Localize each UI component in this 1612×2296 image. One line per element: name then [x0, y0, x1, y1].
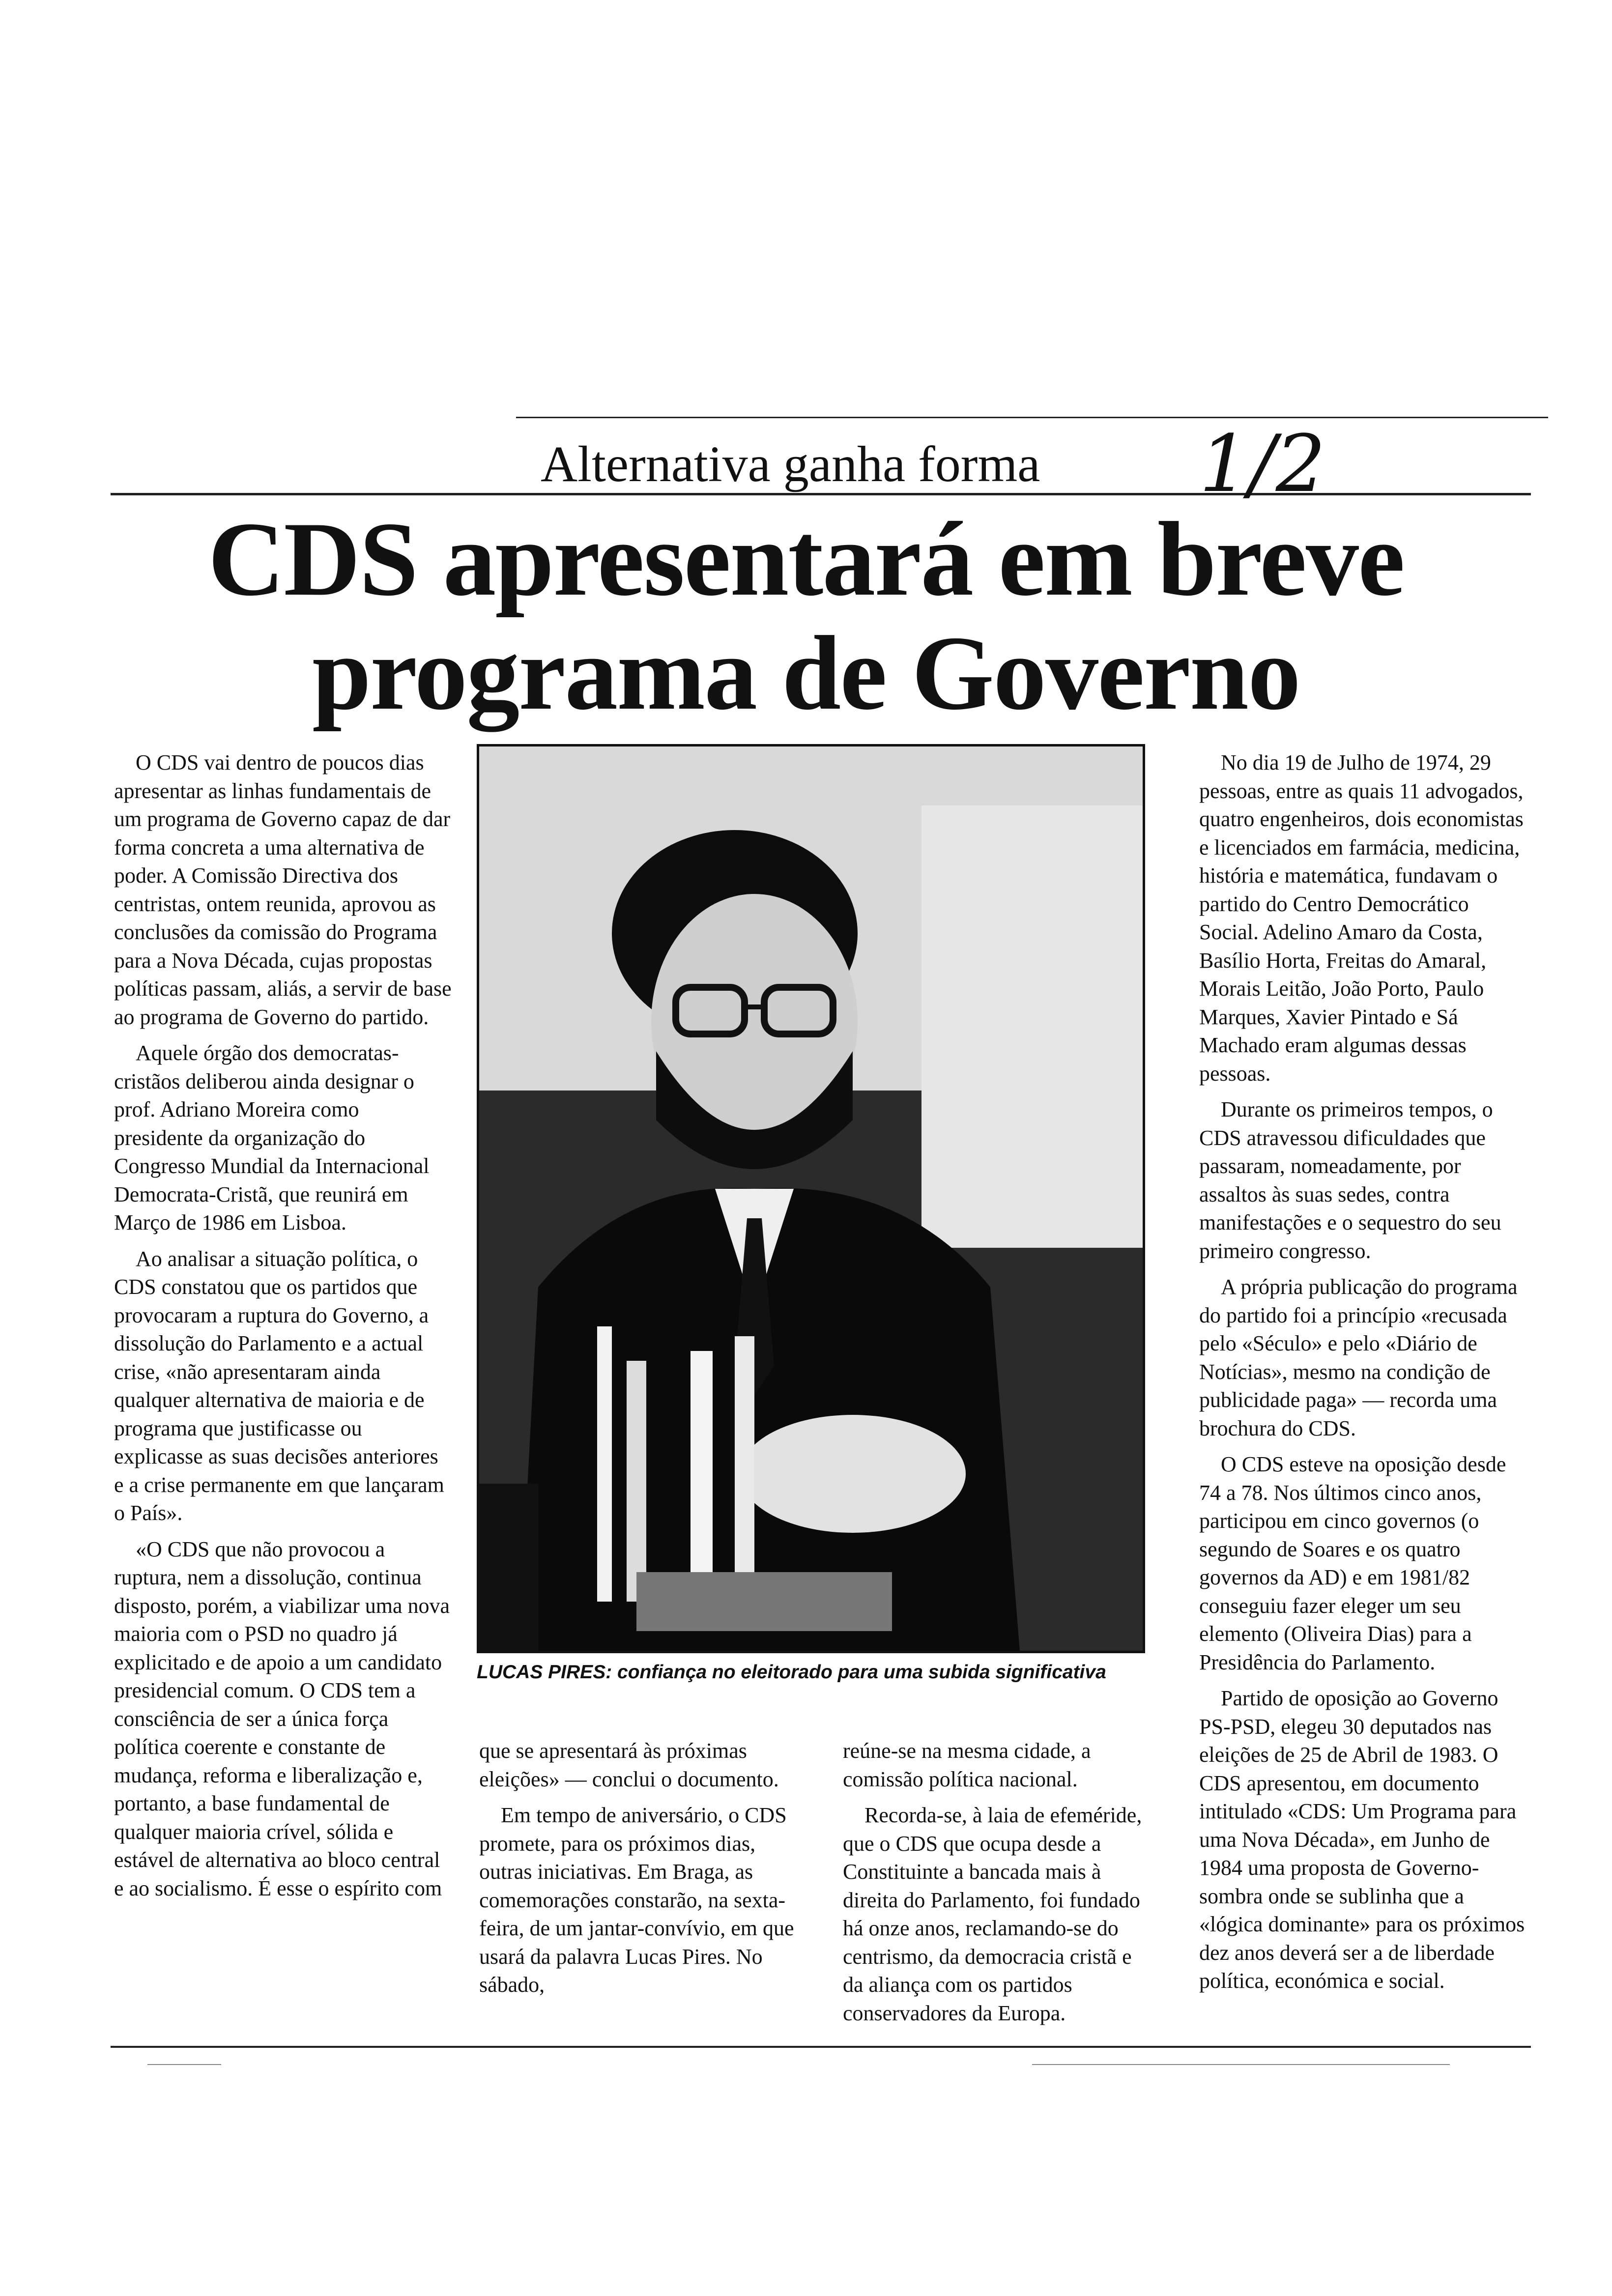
- kicker: Alternativa ganha forma: [541, 436, 1040, 492]
- column2-paragraph: que se apresentará às próximas eleições» — conclui o documento.: [479, 1739, 779, 1791]
- column4-paragraph: Durante os primeiros tempos, o CDS atravessou dificuldades que passaram, nomeadamente, por assaltos às suas sedes, contra manifestações e o sequestro do seu primeiro congresso.: [1199, 1097, 1501, 1263]
- article-column-3: [843, 1737, 1157, 2035]
- portrait-photo: [477, 744, 1145, 1653]
- handwritten-page-mark: 1/2: [1199, 418, 1326, 510]
- article-column-2: [479, 1737, 804, 2007]
- column3-paragraph: Recorda-se, à laia de efeméride, que o CDS que ocupa desde a Constituinte a bancada mais à direita do Parlamento, foi fundado há onze anos, reclamando-se do centrismo, da democracia cristã e da aliança com os partidos conservadores da Europa.: [843, 1803, 1142, 2025]
- column1-paragraph: O CDS vai dentro de poucos dias apresentar as linhas fundamentais de um programa de Governo capaz de dar forma concreta a uma alternativa de poder. A Comissão Directiva dos centristas, ontem reunida, aprovou as conclusões da comissão do Programa para a Nova Década, cujas propostas políticas passam, aliás, a servir de base ao programa de Governo do partido.: [114, 750, 452, 1029]
- column1-paragraph: Aquele órgão dos democratas-cristãos deliberou ainda designar o prof. Adriano Moreira como presidente da organização do Congresso Mundial da Internacional Democrata-Cristã, que reunirá em Março de 1986 em Lisboa.: [114, 1041, 430, 1234]
- article-column-4: [1199, 748, 1528, 2003]
- column4-paragraph: A própria publicação do programa do partido foi a princípio «recusada pelo «Século» e pelo «Diário de Notícias», mesmo na condição de publicidade paga» — recorda uma brochura do CDS.: [1199, 1275, 1518, 1440]
- column3-paragraph: reúne-se na mesma cidade, a comissão política nacional.: [843, 1739, 1091, 1791]
- bottom-rule: [111, 2046, 1531, 2048]
- column4-paragraph: O CDS esteve na oposição desde 74 a 78. Nos últimos cinco anos, participou em cinco governos (o segundo de Soares e os quatro governos da AD) e em 1981/82 conseguiu fazer eleger um seu elemento (Oliveira Dias) para a Presidência do Parlamento.: [1199, 1452, 1506, 1674]
- footer-rule-right: [1032, 2064, 1450, 2065]
- photo-caption: LUCAS PIRES: confiança no eleitorado para uma subida significativa: [477, 1662, 1106, 1683]
- article-column-1: [114, 748, 452, 1910]
- top-rule-right: [516, 417, 1548, 418]
- headline-line-2: programa de Governo: [312, 614, 1300, 732]
- column1-paragraph: «O CDS que não provocou a ruptura, nem a dissolução, continua disposto, porém, a viabilizar uma nova maioria com o PSD no quadro já explicitado e de apoio a um candidato presidencial comum. O CDS tem a consciência de ser a única força política coerente e constante de mudança, reforma e liberalização e, portanto, a base fundamental de qualquer maioria crível, sólida e estável de alternativa ao bloco central e ao socialismo. É esse o espírito com: [114, 1537, 450, 1900]
- column2-paragraph: Em tempo de aniversário, o CDS promete, para os próximos dias, outras iniciativas. Em Braga, as comemorações constarão, na sexta-feira, de um jantar-convívio, em que usará da palavra Lucas Pires. No sábado,: [479, 1803, 794, 1997]
- column1-paragraph: Ao analisar a situação política, o CDS constatou que os partidos que provocaram a ruptura do Governo, a dissolução do Parlamento e a actual crise, «não apresentaram ainda qualquer alternativa de maioria e de programa que justificasse ou explicasse as suas decisões anteriores e a crise permanente em que lançaram o País».: [114, 1246, 444, 1525]
- portrait-illustration: [479, 746, 1143, 1651]
- column4-paragraph: No dia 19 de Julho de 1974, 29 pessoas, entre as quais 11 advogados, quatro engenheiros, dois economistas e licenciados em farmácia, medicina, história e matemática, fundavam o partido do Centro Democrático Social. Adelino Amaro da Costa, Basílio Horta, Freitas do Amaral, Morais Leitão, João Porto, Paulo Marques, Xavier Pintado e Sá Machado eram algumas dessas pessoas.: [1199, 750, 1524, 1086]
- column4-paragraph: Partido de oposição ao Governo PS-PSD, elegeu 30 deputados nas eleições de 25 de Abril de 1983. O CDS apresentou, em documento intitulado «CDS: Um Programa para uma Nova Década», em Junho de 1984 uma proposta de Governo-sombra onde se sublinha que a «lógica dominante» para os próximos dez anos deverá ser a de liberdade política, económica e social.: [1199, 1686, 1525, 1993]
- headline-line-1: CDS apresentará em breve: [208, 500, 1404, 618]
- footer-rule-left: [147, 2064, 221, 2065]
